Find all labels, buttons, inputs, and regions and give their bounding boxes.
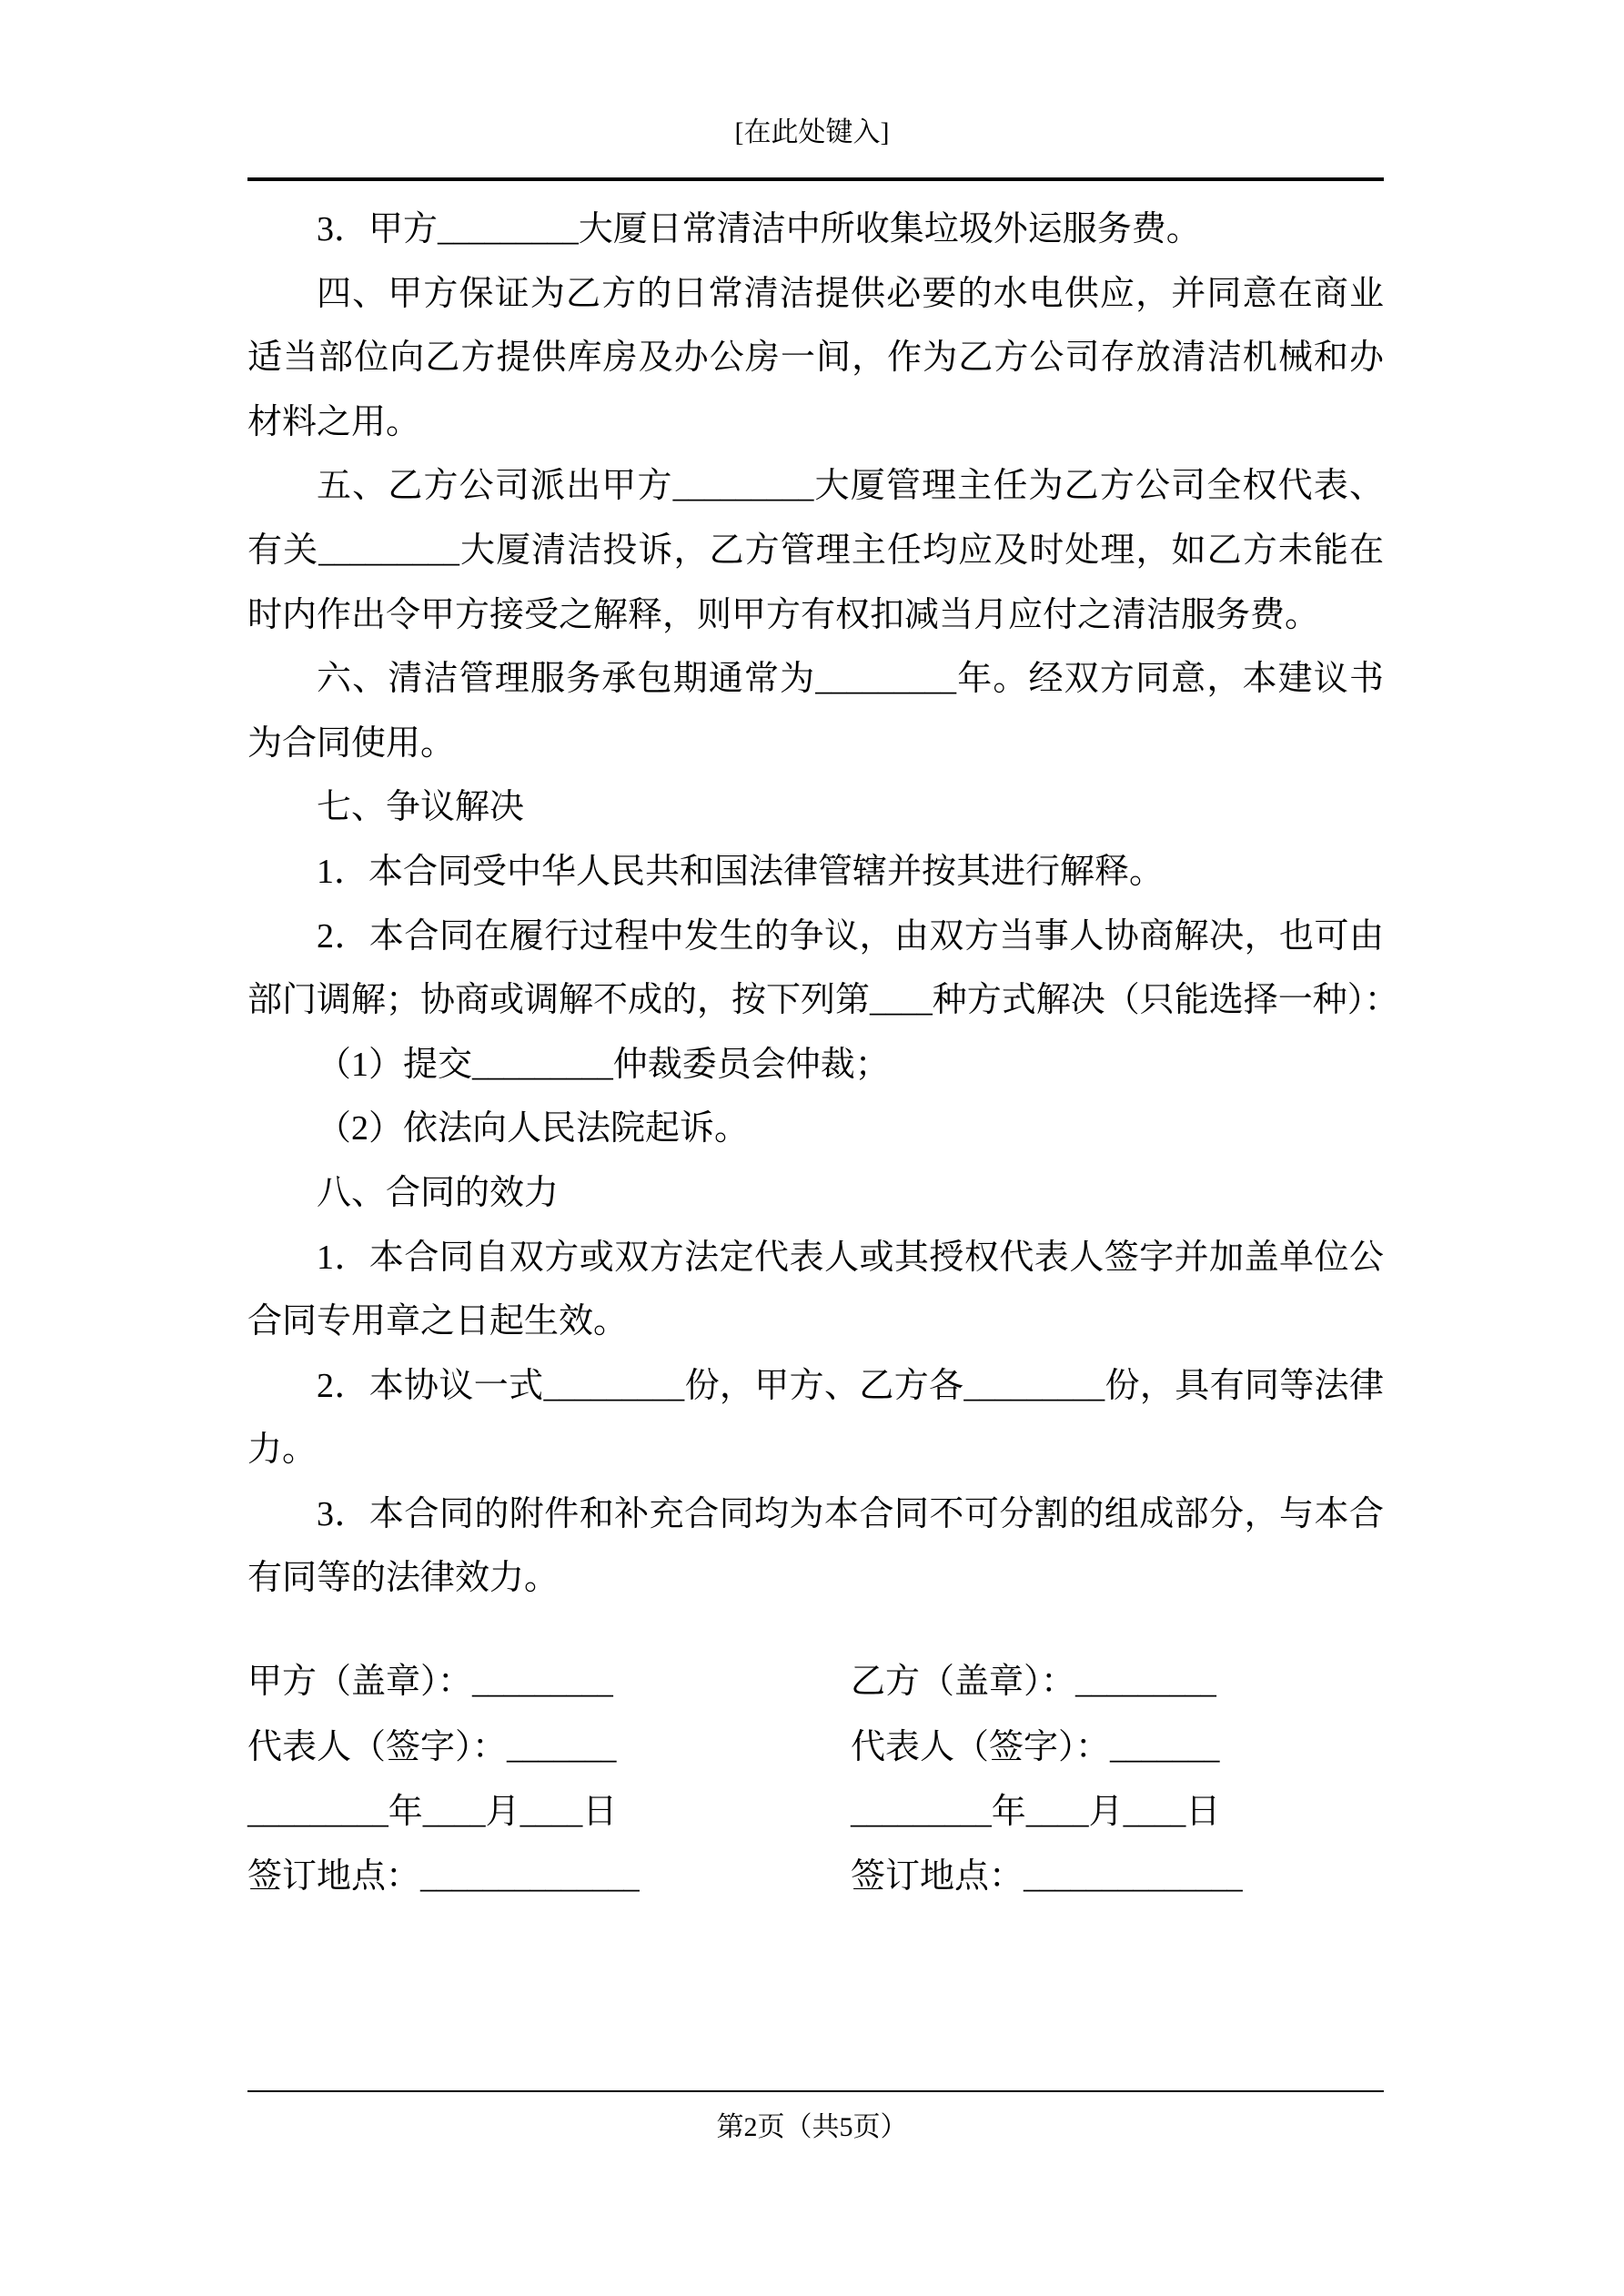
fill-in-blank: ____	[519, 1795, 583, 1830]
fill-in-blank: _______	[1110, 1731, 1220, 1765]
text-segment: 代表人（签字）：	[851, 1728, 1111, 1766]
clause-line	[247, 262, 1384, 327]
clause-line	[247, 968, 1399, 1033]
text-segment: 力。	[247, 1431, 318, 1470]
text-segment: 年	[991, 1793, 1026, 1831]
header-divider	[247, 177, 1384, 181]
party-b-place	[851, 1845, 1243, 1909]
section-heading	[247, 775, 1384, 840]
text-segment: 月	[1088, 1793, 1124, 1831]
clause-line	[247, 1482, 1384, 1547]
text-segment: 六、清洁管理服务承包期通常为	[317, 660, 816, 699]
text-segment: 年。经双方同意，本建议书	[956, 660, 1384, 699]
clause-line	[247, 840, 1384, 905]
text-segment: 3．本合同的附件和补充合同均为本合同不可分割的组成部分，与本合	[317, 1494, 1384, 1533]
clause-line	[247, 647, 1384, 712]
text-segment: 日	[582, 1793, 618, 1831]
text-segment: 签订地点：	[247, 1857, 421, 1896]
fill-in-blank: _________	[851, 1795, 992, 1830]
text-segment: 为合同使用。	[247, 723, 456, 763]
party-b-representative	[851, 1715, 1219, 1780]
fill-in-blank: _________	[672, 470, 814, 505]
section-heading	[247, 1161, 1384, 1226]
fill-in-blank: _________	[543, 1369, 685, 1404]
clause-line	[247, 454, 1384, 519]
text-segment: 部门调解；协商或调解不成的，按下列第	[247, 981, 871, 1020]
option-line	[247, 1097, 1384, 1161]
text-segment: 日	[1185, 1793, 1221, 1831]
text-segment: 代表人（签字）：	[247, 1728, 508, 1766]
fill-in-blank: ____	[1123, 1795, 1186, 1830]
text-segment: （2）依法向人民法院起诉。	[317, 1109, 750, 1148]
fill-in-blank: ____	[1025, 1795, 1089, 1830]
text-segment: 年	[388, 1793, 423, 1831]
text-segment: 份，具有同等法律	[1105, 1366, 1384, 1405]
text-segment: 1．本合同受中华人民共和国法律管辖并按其进行解释。	[317, 852, 1165, 891]
text-segment: 乙方（盖章）：	[851, 1663, 1076, 1701]
fill-in-blank: _________	[318, 533, 459, 569]
clause-line	[247, 712, 1384, 776]
text-segment: 甲方（盖章）：	[247, 1663, 473, 1701]
clause-line	[247, 1226, 1384, 1290]
fill-in-blank: _______	[507, 1731, 617, 1765]
text-segment: 3．甲方	[317, 210, 439, 248]
fill-in-blank: ____	[870, 984, 933, 1019]
clause-line	[247, 326, 1384, 390]
page-number: 第2页（共5页）	[716, 2112, 908, 2142]
text-segment: 八、合同的效力	[317, 1173, 560, 1212]
text-segment: 大厦清洁投诉，乙方管理主任均应及时处理，如乙方未能在	[459, 531, 1384, 570]
text-segment: 大厦日常清洁中所收集垃圾外运服务费。	[578, 210, 1201, 248]
party-b-date	[851, 1780, 1220, 1845]
text-segment: 1．本合同自双方或双方法定代表人或其授权代表人签字并加盖单位公	[317, 1238, 1384, 1277]
text-segment: 七、争议解决	[317, 788, 525, 827]
fill-in-blank: _________	[472, 1047, 613, 1083]
text-segment: 签订地点：	[851, 1857, 1024, 1896]
text-segment: 有关	[247, 531, 319, 570]
fill-in-blank: _________	[963, 1369, 1105, 1404]
party-a-place	[247, 1845, 640, 1909]
text-segment: 大厦管理主任为乙方公司全权代表、	[813, 467, 1384, 506]
clause-line	[247, 1290, 1384, 1354]
party-a-representative	[247, 1715, 616, 1780]
text-segment: 时内作出令甲方接受之解释，则甲方有权扣减当月应付之清洁服务费。	[247, 595, 1320, 634]
fill-in-blank: _________	[472, 1665, 613, 1700]
clause-line	[247, 1418, 1384, 1482]
fill-in-blank: _________	[438, 213, 579, 248]
clause-line	[247, 519, 1384, 583]
text-segment: 适当部位向乙方提供库房及办公房一间，作为乙方公司存放清洁机械和办	[247, 339, 1384, 378]
footer-divider	[247, 2090, 1384, 2092]
text-segment: 四、甲方保证为乙方的日常清洁提供必要的水电供应，并同意在商业	[317, 274, 1384, 313]
fill-in-blank: ____	[422, 1795, 486, 1830]
text-segment: （1）提交	[317, 1045, 473, 1084]
fill-in-blank: _________	[247, 1795, 388, 1830]
clause-line	[247, 197, 1384, 262]
text-segment: 2．本协议一式	[317, 1366, 544, 1405]
clause-line	[247, 1354, 1384, 1419]
text-segment: 种方式解决（只能选择一种）：	[932, 981, 1399, 1020]
text-segment: 月	[485, 1793, 520, 1831]
clause-line	[247, 1546, 1384, 1611]
fill-in-blank: _________	[815, 663, 957, 698]
option-line	[247, 1033, 1384, 1097]
clause-line	[247, 905, 1384, 969]
text-segment: 合同专用章之日起生效。	[247, 1302, 629, 1341]
contract-body	[247, 197, 1399, 1611]
fill-in-blank: ______________	[1024, 1860, 1243, 1895]
clause-line	[247, 390, 1384, 455]
page-header: [在此处键入]	[734, 117, 890, 147]
clause-line	[247, 583, 1384, 648]
party-a-date	[247, 1780, 617, 1845]
text-segment: 材料之用。	[247, 402, 421, 441]
party-a-seal	[247, 1650, 613, 1714]
party-b-seal	[851, 1650, 1216, 1714]
fill-in-blank: ______________	[420, 1860, 640, 1895]
text-segment: 2．本合同在履行过程中发生的争议，由双方当事人协商解决，也可由	[317, 916, 1384, 956]
text-segment: 五、乙方公司派出甲方	[317, 467, 673, 506]
text-segment: 有同等的法律效力。	[247, 1559, 560, 1598]
text-segment: 份，甲方、乙方各	[684, 1366, 964, 1405]
text-segment: 仲裁委员会仲裁；	[612, 1045, 890, 1084]
fill-in-blank: _________	[1075, 1665, 1216, 1700]
